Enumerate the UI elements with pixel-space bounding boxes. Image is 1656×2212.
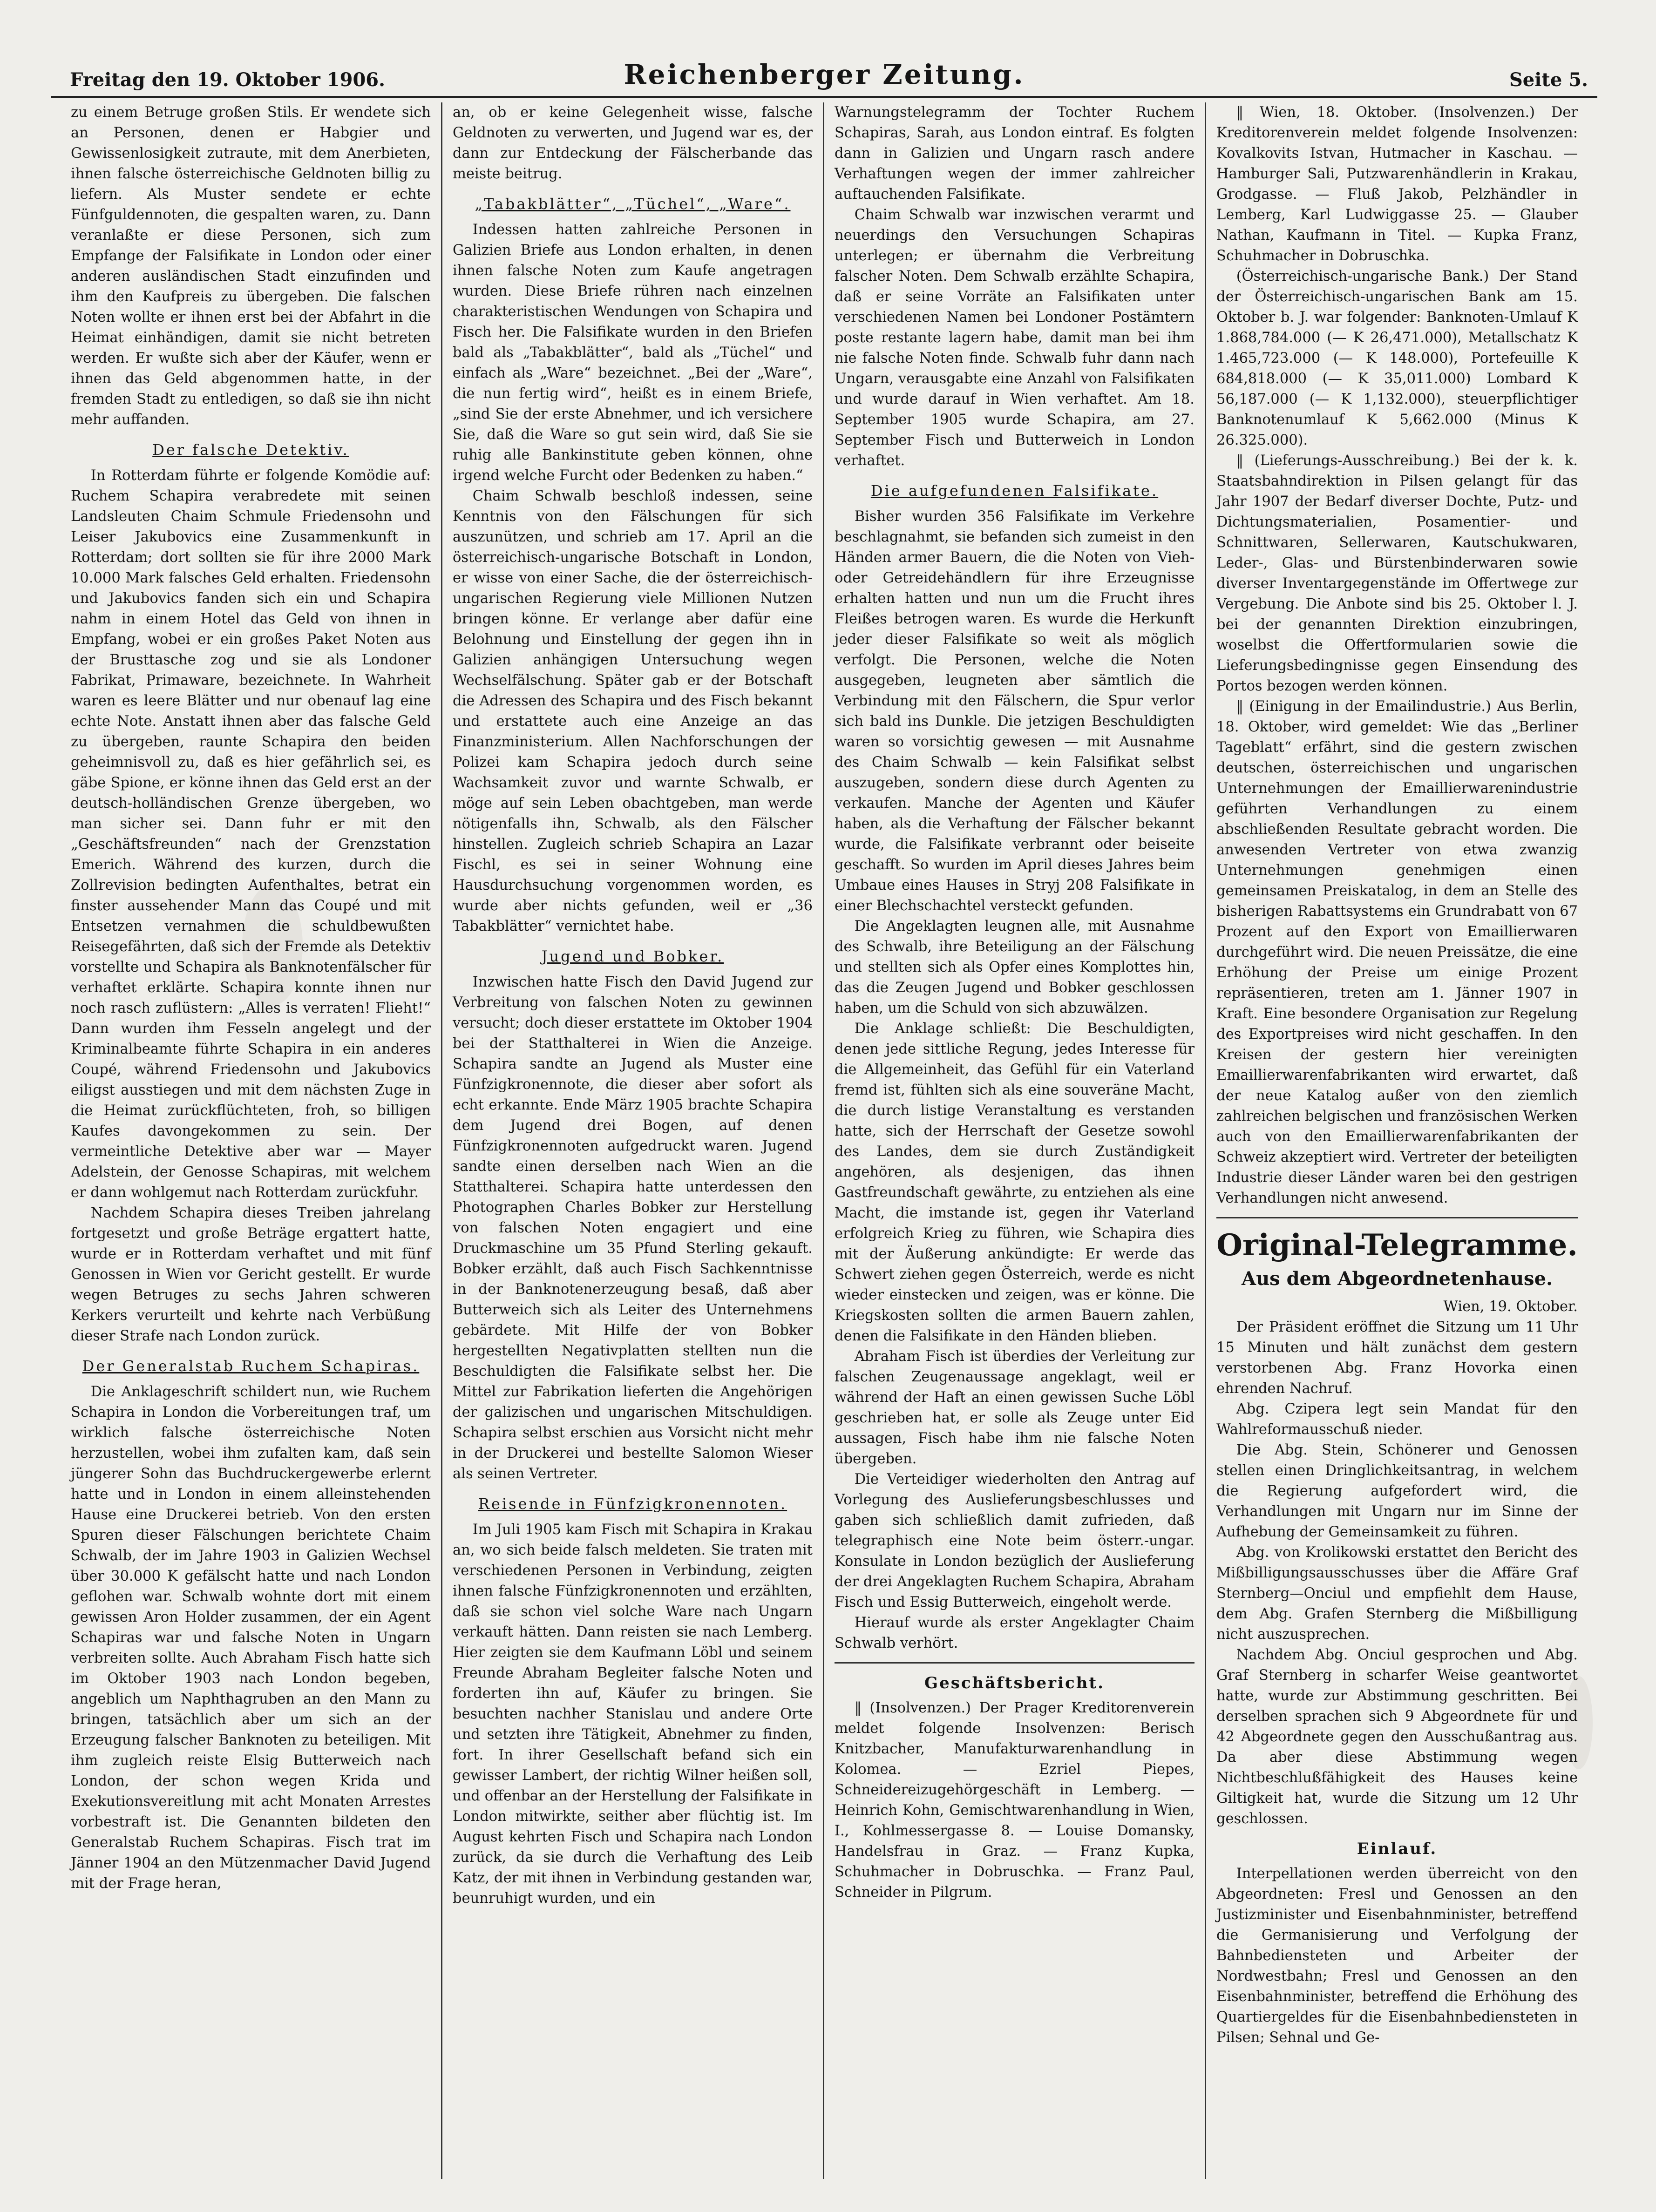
paragraph: Inzwischen hatte Fisch den David Jugend zur Verbreitung von falschen Noten zu gewinnen versucht; doch dieser erstattete im Oktober 1904 bei der Statthalterei in Wien die Anzeige. Schapira sandte an Jugend als Muster eine Fünfzigkronennote, die dieser aber sofort als echt erkannte. Ende März 1905 brachte Schapira dem Jugend drei Bogen, auf denen Fünfzigkronennoten aufgedruckt waren. Jugend sandte einen derselben nach Wien an die Statthalterei. Schapira hatte unterdessen den Photographen Charles Bobker zur Herstellung von falschen Noten engagiert und eine Druckmaschine um 35 Pfund Sterling gekauft. Bobker erzählt, daß auch Fisch Sachkenntnisse in der Banknotenerzeugung besaß, daß aber Butterweich sich als Leiter des Unternehmens gebärdete. Mit Hilfe der von Bobker hergestellten Negativplatten stellten nun die Beschuldigten die Falsifikate selbst her. Die Mittel zur Fabrikation lieferten die Angehörigen der galizischen und ungarischen Mitschuldigen. Schapira selbst erschien aus Vorsicht nicht mehr in der Druckerei und bestellte Salomon Wieser als seinen Vertreter. — [453, 974, 813, 1482]
section-heading: Der falsche Detektiv. — [152, 441, 349, 459]
paragraph: Indessen hatten zahlreiche Personen in Galizien Briefe aus London erhalten, in denen ihnen falsche Noten zum Kaufe angetragen wurden. Diese Briefe rühren nach einzelnen charakteristischen Wendungen von Schapira und Fisch her. Die Falsifikate wurden in den Briefen bald als „Tabakblätter“, bald als „Tüchel“ und einfach als „Ware“ bezeichnet. „Bei der „Ware“, die nun fertig wird“, heißt es in einem Briefe, „sind Sie der erste Abnehmer, und ich versichere Sie, daß die Ware so gut sein wird, daß Sie sie ruhig alle Bankinstitute geben können, ohne irgend welche Furcht oder Bedenken zu haben.“ — [453, 222, 813, 484]
paragraph: ‖ Wien, 18. Oktober. (Insolvenzen.) Der Kreditorenverein meldet folgende Insolvenzen: Kovalkovits Istvan, Hutmacher in Kaschau. — Hamburger Sali, Putzwarenhändlerin in Krakau, Grodgasse. — Fluß Jakob, Pelzhändler in Lemberg, Karl Ludwiggasse 25. — Glauber Nathan, Kaufmann in Titel. — Kupka Franz, Schuhmacher in Dobruschka. — [1216, 104, 1578, 264]
newspaper-page — [51, 56, 1597, 2179]
paragraph: Hierauf wurde als erster Angeklagter Chaim Schwalb verhört. — [835, 1615, 1194, 1651]
section-heading: Einlauf. — [1357, 1840, 1438, 1858]
column-4 — [1206, 102, 1588, 2179]
section-heading: Reisende in Fünfzigkronennoten. — [478, 1495, 787, 1513]
paragraph: Nachdem Schapira dieses Treiben jahrelang fortgesetzt und große Beträge ergattert hatte, wurde er in Rotterdam verhaftet und mit fünf Genossen in Wien vor Gericht gestellt. Er wurde wegen Betruges zu sechs Jahren schweren Kerkers verurteilt und kehrte nach Verbüßung dieser Strafe nach London zurück. — [71, 1205, 431, 1344]
dateline: Wien, 19. Oktober. — [1443, 1299, 1578, 1315]
paragraph: zu einem Betruge großen Stils. Er wendete sich an Personen, denen er Habgier und Gewissenlosigkeit zutraute, mit dem Anerbieten, ihnen falsche österreichische Geldnoten billig zu liefern. Als Muster sendete er echte Fünfguldennoten, die gespalten waren, zu. Dann veranlaßte er diese Personen, sich zum Empfange der Falsifikate in London oder einer anderen ausländischen Stadt einzufinden und ihm den Kaufpreis zu übergeben. Die falschen Noten wollte er ihnen erst bei der Abfahrt in die Heimat einhändigen, damit sie nicht betreten werden. Er wußte sich aber der Käufer, wenn er ihnen das Geld abgenommen hatte, in der fremden Stadt zu entledigen, so daß sie ihn nicht mehr auffanden. — [71, 104, 431, 428]
paragraph: Chaim Schwalb beschloß indessen, seine Kenntnis von den Fälschungen für sich auszunützen, und schrieb am 17. April an die österreichisch-ungarische Botschaft in London, er wisse von einer Sache, die der österreichisch-ungarischen Regierung viele Millionen Nutzen bringen könne. Er verlange aber dafür eine Belohnung und Einstellung der gegen ihn in Galizien anhängigen Untersuchung wegen Wechselfälschung. Später gab er der Botschaft die Adressen des Schapira und des Fisch bekannt und erstattete auch eine Anzeige an das Finanzministerium. Allen Nachforschungen der Polizei kam Schapira jedoch durch seine Wachsamkeit zuvor und warnte Schwalb, er möge auf sein Leben obachtgeben, man werde nötigenfalls ihn, Schwalb, als den Fälscher hinstellen. Zugleich schrieb Schapira an Lazar Fischl, es sei in seiner Wohnung eine Hausdurchsuchung vorgenommen worden, es wurde aber nichts gefunden, weil er „36 Tabakblätter“ vernichtet habe. — [453, 488, 813, 934]
paragraph: ‖ (Einigung in der Emailindustrie.) Aus Berlin, 18. Oktober, wird gemeldet: Wie das „Berliner Tageblatt“ erfährt, sind die gestern zwischen deutschen, österreichischen und ungarischen Unternehmungen der Emaillierwarenindustrie geführten Verhandlungen zu einem abschließenden Resultate gebracht worden. Die anwesenden Vertreter von etwa zwanzig Unternehmungen genehmigen einen gemeinsamen Preiskatalog, in dem an Stelle des bisherigen Rabattsystems ein Grundrabatt von 67 Prozent auf den Export von Emaillierwaren durchgeführt wird. Die neuen Preissätze, die eine Erhöhung der Preise um einige Prozent repräsentieren, treten am 1. Jänner 1907 in Kraft. Eine besondere Organisation zur Regelung des Exportpreises wird nicht geschaffen. In den Kreisen der gestern hier vereinigten Emaillierwarenfabrikanten wird erwartet, daß der neue Katalog außer von den ziemlich zahlreichen belgischen und französischen Werken auch von den Emaillierwarenfabrikanten der Schweiz akzeptiert wird. Vertreter der beteiligten Industrie dieser Länder waren bei den gestrigen Verhandlungen nicht anwesend. — [1216, 698, 1578, 1206]
paragraph: ‖ (Insolvenzen.) Der Prager Kreditorenverein meldet folgende Insolvenzen: Berisch Knitzbacher, Manufakturwarenhandlung in Kolomea. — Ezriel Piepes, Schneidereizugehörgeschäft in Lemberg. — Heinrich Kohn, Gemischtwarenhandlung in Wien, I., Kohlmessergasse 8. — Louise Domansky, Handelsfrau in Graz. — Franz Kupka, Schuhmacher in Dobruschka. — Franz Paul, Schneider in Pilgrum. — [835, 1700, 1194, 1901]
paragraph: In Rotterdam führte er folgende Komödie auf: Ruchem Schapira verabredete mit seinen Landsleuten Chaim Schmule Friedensohn und Leiser Jakubovics eine Zusammenkunft in Rotterdam; dort sollten sie für ihre 2000 Mark 10.000 Mark falsches Geld erhalten. Friedensohn und Jakubovics fanden sich ein und Schapira nahm in einem Hotel das Geld von ihnen in Empfang, wobei er ein großes Paket Noten aus der Brusttasche zog und sie als Londoner Fabrikat, Primaware, bezeichnete. In Wahrheit waren es leere Blätter und nur obenauf lag eine echte Note. Anstatt ihnen aber das falsche Geld zu übergeben, raunte Schapira den beiden geheimnisvoll zu, daß es hier gefährlich sei, es gäbe Spione, er könne ihnen das Geld erst an der deutsch-holländischen Grenze übergeben, wo man sicher sei. Dann fuhr er mit den „Geschäftsfreunden“ nach der Grenzstation Emerich. Während des kurzen, durch die Zollrevision bedingten Aufenthaltes, betrat ein finster aussehender Mann das Coupé und mit Entsetzen vernahmen die schuldbewußten Reisegefährten, daß sich der Fremde als Detektiv vorstellte und Schapira als Banknotenfälscher für verhaftet erklärte. Schapira konnte ihnen nur noch rasch zuflüstern: „Alles is verraten! Flieht!“ Dann wurden ihm Fesseln angelegt und der Kriminalbeamte führte Schapira in ein anderes Coupé, während Friedensohn und Jakubovics eiligst ausstiegen und mit dem nächsten Zuge in die Heimat zurückflüchteten, froh, so billigen Kaufes davongekommen zu sein. Der vermeintliche Detektive aber war — Mayer Adelstein, der Genosse Schapiras, mit welchem er dann wohlgemut nach Rotterdam zurückfuhr. — [71, 467, 431, 1201]
section-heading: Jugend und Bobker. — [541, 947, 724, 965]
section-heading: Die aufgefundenen Falsifikate. — [870, 482, 1159, 500]
column-3 — [824, 102, 1206, 2179]
paragraph: Abg. Czipera legt sein Mandat für den Wahlreformausschuß nieder. — [1216, 1401, 1578, 1438]
paragraph: Abg. von Krolikowski erstattet den Bericht des Mißbilligungsausschusses über die Affäre Graf Sternberg—Onciul und empfiehlt dem Hause, dem Abg. Grafen Sternberg die Mißbilligung nicht auszusprechen. — [1216, 1544, 1578, 1643]
section-heading: „Tabakblätter“, „Tüchel“, „Ware“. — [475, 195, 791, 213]
newspaper-title: Reichenberger Zeitung. — [624, 59, 1025, 90]
masthead — [51, 56, 1597, 98]
divider — [835, 1662, 1194, 1664]
paragraph: Die Verteidiger wiederholten den Antrag auf Vorlegung des Auslieferungsbeschlusses und gaben sich schließlich damit zufrieden, daß telegraphisch eine Note beim österr.-ungar. Konsulate in London bezüglich der Auslieferung der drei Angeklagten Ruchem Schapira, Abraham Fisch und Essig Butterweich, eingeholt werde. — [835, 1471, 1194, 1610]
column-2 — [442, 102, 824, 2179]
paragraph: Abraham Fisch ist überdies der Verleitung zur falschen Zeugenaussage angeklagt, weil er während der Haft an einen gewissen Suche Löbl geschrieben hat, er solle als Zeuge unter Eid aussagen, Fisch habe ihm nie falsche Noten übergeben. — [835, 1348, 1194, 1467]
section-heading: Der Generalstab Ruchem Schapiras. — [82, 1357, 420, 1375]
paragraph: Die Abg. Stein, Schönerer und Genossen stellen einen Dringlichkeitsantrag, in welchem die Regierung aufgefordert wird, die Verhandlungen mit Ungarn nur im Sinne der Aufhebung der Gemeinsamkeit zu führen. — [1216, 1442, 1578, 1540]
paragraph: an, ob er keine Gelegenheit wisse, falsche Geldnoten zu verwerten, und Jugend war es, der dann zur Entdeckung der Fälscherbande das meiste beitrug. — [453, 104, 813, 182]
section-heading: Geschäftsbericht. — [924, 1674, 1105, 1692]
paragraph: Warnungstelegramm der Tochter Ruchem Schapiras, Sarah, aus London eintraf. Es folgten dann in Galizien und Ungarn rasch andere Verhaftungen wegen der immer zahlreicher auftauchenden Falsifikate. — [835, 104, 1194, 203]
paragraph: Die Anklageschrift schildert nun, wie Ruchem Schapira in London die Vorbereitungen traf, um wirklich falsche österreichische Noten herzustellen, wobei ihm zufalten kam, daß sein jüngerer Sohn das Buchdruckergewerbe erlernt hatte und in London in einem alleinstehenden Hause eine Druckerei betrieb. Von den ersten Spuren dieser Fälschungen berichtete Chaim Schwalb, der im Jahre 1903 in Galizien Wechsel über 30.000 K gefälscht hatte und nach London geflohen war. Schwalb wohnte dort mit einem gewissen Aron Holder zusammen, der ein Agent Schapiras war und falsche Noten in Ungarn verbreiten sollte. Auch Abraham Fisch hatte sich im Oktober 1903 nach London begeben, angeblich um Naphthagruben an den Mann zu bringen, tatsächlich aber um sich an der Erzeugung falscher Banknoten zu beteiligen. Mit ihm zugleich reiste Elsig Butterweich nach London, der schon wegen Krida und Exekutionsvereitlung mit acht Monaten Arrestes vorbestraft ist. Die Genannten bildeten den Generalstab Ruchem Schapiras. Fisch trat im Jänner 1904 an den Mützenmacher David Jugend mit der Frage heran, — [71, 1384, 431, 1892]
paragraph: ‖ (Lieferungs-Ausschreibung.) Bei der k. k. Staatsbahndirektion in Pilsen gelangt für das Jahr 1907 der Bedarf diverser Dochte, Putz- und Dichtungsmaterialien, Posamentier- und Schnittwaren, Sellerwaren, Kautschukwaren, Leder-, Glas- und Bürstenbinderwaren sowie diverser Inventargegenstände im Offertwege zur Vergebung. Die Anbote sind bis 25. Oktober l. J. bei der genannten Direktion einzubringen, woselbst die Offertformularien sowie die Lieferungsbedingnisse gegen Einsendung des Portos bezogen werden können. — [1216, 453, 1578, 694]
divider — [1216, 1217, 1578, 1218]
page-number: Seite 5. — [1509, 69, 1588, 91]
paragraph: Im Juli 1905 kam Fisch mit Schapira in Krakau an, wo sich beide falsch meldeten. Sie traten mit verschiedenen Personen in Verbindung, zeigten ihnen falsche Fünfzigkronennoten und erzählten, daß sie schon viel solche Ware nach Ungarn verkauft hätten. Dann reisten sie nach Lemberg. Hier zeigten sie dem Kaufmann Löbl und seinem Freunde Abraham Begleiter falsche Noten und forderten ihn auf, Käufer zu bringen. Sie besuchten nachher Stanislau und andere Orte und setzten ihre Tätigkeit, Abnehmer zu finden, fort. In ihrer Gesellschaft befand sich ein gewisser Lambert, der richtig Wilner heißen soll, und offenbar an der Herstellung der Falsifikate in London mitwirkte, seither aber flüchtig ist. Im August kehrten Fisch und Schapira nach London zurück, da sie durch die Verhaftung des Leib Katz, der mit ihnen in Verbindung gestanden war, beunruhigt wurden, und ein — [453, 1522, 813, 1907]
columns — [61, 102, 1588, 2179]
paragraph: Die Angeklagten leugnen alle, mit Ausnahme des Schwalb, ihre Beteiligung an der Fälschung und stellten sich als Opfer eines Komplottes hin, das die Zeugen Jugend und Bobker geschlossen haben, um die Schuld von sich abzuwälzen. — [835, 918, 1194, 1016]
paragraph: Der Präsident eröffnet die Sitzung um 11 Uhr 15 Minuten und hält zunächst dem gestern verstorbenen Abg. Franz Hovorka einen ehrenden Nachruf. — [1216, 1319, 1578, 1397]
paragraph: Interpellationen werden überreicht von den Abgeordneten: Fresl und Genossen an den Justizminister und Eisenbahnminister, betreffend die Germanisierung und Verfolgung der Bahnbediensteten und Arbeiter der Nordwestbahn; Fresl und Genossen an den Eisenbahnminister, betreffend die Erhöhung des Quartiergeldes für die Eisenbahnbediensteten in Pilsen; Sehnal und Ge- — [1216, 1866, 1578, 2046]
issue-date: Freitag den 19. Oktober 1906. — [70, 69, 386, 91]
paragraph: Chaim Schwalb war inzwischen verarmt und neuerdings den Versuchungen Schapiras unterlegen; er übernahm die Verbreitung falscher Noten. Dem Schwalb erzählte Schapira, daß er seine Vorräte an Falsifikaten unter verschiedenen Namen bei Londoner Postämtern poste restante lagern habe, damit man bei ihm nie falsche Noten finde. Schwalb fuhr dann nach Ungarn, verausgabte eine Anzahl von Falsifikaten und wurde darauf in Wien verhaftet. Am 18. September 1905 wurde Schapira, am 27. September Fisch und Butterweich in London verhaftet. — [835, 207, 1194, 469]
paragraph: Bisher wurden 356 Falsifikate im Verkehre beschlagnahmt, sie befanden sich zumeist in den Händen armer Bauern, die die Noten von Vieh- oder Getreidehändlern für ihre Erzeugnisse erhalten hatten und nun um die Frucht ihres Fleißes betrogen waren. Es wurde die Herkunft jeder dieser Falsifikate so weit als möglich verfolgt. Die Personen, welche die Noten ausgegeben, leugneten aber sämtlich die Verbindung mit den Fälschern, die Spur verlor sich bald ins Dunkle. Die jetzigen Beschuldigten waren so vorsichtig gewesen — mit Ausnahme des Chaim Schwalb — kein Falsifikat selbst auszugeben, sondern diese durch Agenten zu verkaufen. Manche der Agenten und Käufer haben, als die Verhaftung der Fälscher bekannt wurde, die Falsifikate verbrannt oder beiseite geschafft. So wurden im April dieses Jahres beim Umbaue eines Hauses in Stryj 208 Falsifikate in einer Blechschachtel versteckt gefunden. — [835, 508, 1194, 914]
paragraph: Nachdem Abg. Onciul gesprochen und Abg. Graf Sternberg in scharfer Weise geantwortet hatte, wurde zur Abstimmung geschritten. Bei derselben sprachen sich 9 Abgeordnete für und 42 Abgeordnete gegen den Ausschußantrag aus. Da aber diese Abstimmung wegen Nichtbeschlußfähigkeit des Hauses keine Giltigkeit hat, wurde die Sitzung um 12 Uhr geschlossen. — [1216, 1647, 1578, 1827]
section-subtitle: Aus dem Abgeordnetenhause. — [1242, 1268, 1553, 1290]
column-1 — [61, 102, 442, 2179]
paragraph: Die Anklage schließt: Die Beschuldigten, denen jede sittliche Regung, jedes Interesse für die Allgemeinheit, das Gefühl für ein Vaterland fremd ist, fühlten sich als eine souveräne Macht, die durch listige Veranstaltung es verstanden hatte, sich der Herrschaft der Gesetze sowohl des Landes, dem sie durch Zuständigkeit angehören, als desjenigen, das ihnen Gastfreundschaft gewährte, zu entziehen als eine Macht, die imstande ist, gegen ihr Vaterland erfolgreich Krieg zu führen, wie Schapira dies mit der Äußerung ankündigte: Er werde das Schwert ziehen gegen Österreich, werde es nicht wieder einstecken und zeigen, was er könne. Die Kriegskosten sollten die armen Bauern zahlen, denen die Falsifikate in den Händen blieben. — [835, 1021, 1194, 1344]
paragraph: (Österreichisch-ungarische Bank.) Der Stand der Österreichisch-ungarischen Bank am 15. Oktober b. J. war folgender: Banknoten-Umlauf K 1.868,784.000 (— K 26,471.000), Metallschatz K 1.465,723.000 (— K 148.000), Portefeuille K 684,818.000 (— K 35,011.000) Lombard K 56,187.000 (— K 1,132.000), steuerpflichtiger Banknotenumlauf K 5,662.000 (Minus K 26.325.000). — [1216, 268, 1578, 448]
section-title: Original-Telegramme. — [1216, 1228, 1578, 1263]
